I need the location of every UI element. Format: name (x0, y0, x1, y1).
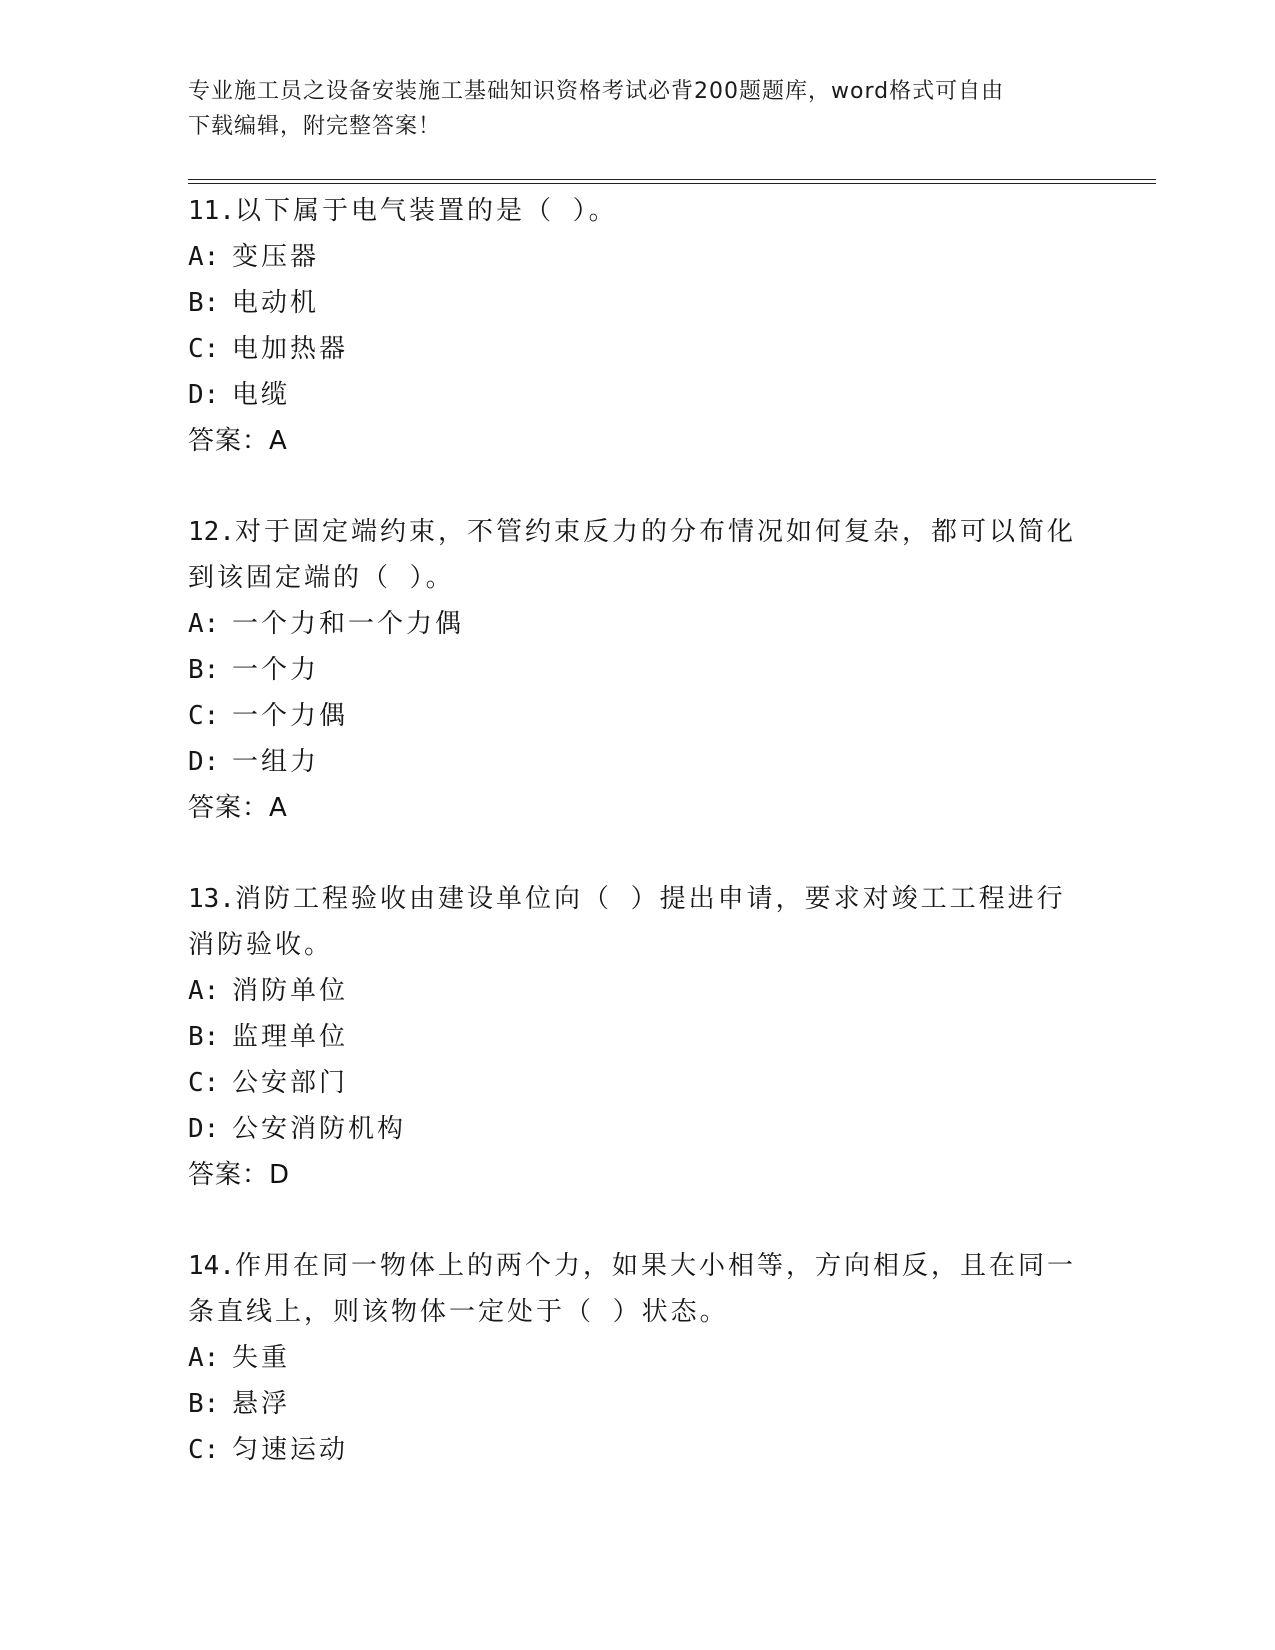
question-stem-continued: 消防验收。 (188, 930, 334, 960)
option-text: 电动机 (232, 288, 320, 318)
option-text: 电加热器 (232, 334, 349, 364)
question-11 (188, 188, 1088, 464)
option-a (188, 234, 1088, 280)
option-text: 一组力 (232, 747, 320, 777)
option-text: 电缆 (232, 380, 291, 410)
document-header (188, 74, 1068, 144)
option-a (188, 968, 1088, 1014)
question-number: 13. (188, 884, 235, 914)
option-label: B: (188, 1389, 220, 1419)
option-d (188, 739, 1088, 785)
answer-line: 答案：A (188, 793, 288, 823)
question-stem-text: 以下属于电气装置的是（ ）。 (234, 196, 618, 226)
option-label: B: (188, 1022, 220, 1052)
option-text: 一个力 (232, 655, 320, 685)
option-text: 消防单位 (232, 976, 349, 1006)
question-14 (188, 1243, 1088, 1473)
answer-line: 答案：A (188, 426, 288, 456)
header-divider-bottom (188, 183, 1156, 184)
option-text: 失重 (232, 1343, 291, 1373)
option-label: D: (188, 380, 220, 410)
question-stem (188, 188, 1068, 234)
option-label: A: (188, 242, 220, 272)
option-b (188, 280, 1088, 326)
question-stem-continued: 条直线上，则该物体一定处于（ ）状态。 (188, 1297, 729, 1327)
option-d (188, 372, 1088, 418)
option-c (188, 326, 1088, 372)
question-13 (188, 876, 1088, 1198)
option-label: C: (188, 334, 220, 364)
option-text: 公安消防机构 (232, 1114, 407, 1144)
answer-line: 答案：D (188, 1160, 291, 1190)
option-label: C: (188, 1068, 220, 1098)
option-label: D: (188, 1114, 220, 1144)
question-12 (188, 509, 1088, 831)
header-divider-top (188, 179, 1156, 180)
option-a (188, 1335, 1088, 1381)
option-text: 公安部门 (232, 1068, 349, 1098)
option-text: 悬浮 (232, 1389, 291, 1419)
option-b (188, 1381, 1088, 1427)
question-number: 14. (188, 1251, 235, 1281)
option-label: A: (188, 976, 220, 1006)
header-line-2: 下载编辑，附完整答案！ (188, 114, 442, 139)
option-text: 变压器 (232, 242, 320, 272)
option-c (188, 1060, 1088, 1106)
option-c (188, 1427, 1088, 1473)
question-list (188, 188, 1088, 1518)
option-label: A: (188, 609, 220, 639)
option-text: 一个力和一个力偶 (232, 609, 465, 639)
option-label: C: (188, 1435, 220, 1465)
question-stem-text: 作用在同一物体上的两个力，如果大小相等，方向相反，且在同一 (234, 1251, 1076, 1281)
option-label: C: (188, 701, 220, 731)
question-number: 11. (188, 196, 235, 226)
question-stem (188, 509, 1088, 555)
option-b (188, 1014, 1088, 1060)
option-a (188, 601, 1088, 647)
question-stem-text: 对于固定端约束，不管约束反力的分布情况如何复杂，都可以简化 (234, 517, 1076, 547)
question-number: 12. (188, 517, 235, 547)
question-stem-continued: 到该固定端的（ ）。 (188, 563, 455, 593)
question-stem (188, 1243, 1088, 1289)
option-c (188, 693, 1088, 739)
option-label: B: (188, 655, 220, 685)
option-label: D: (188, 747, 220, 777)
option-d (188, 1106, 1088, 1152)
header-line-1: 专业施工员之设备安装施工基础知识资格考试必背200题题库，word格式可自由 (188, 79, 1005, 104)
option-b (188, 647, 1088, 693)
option-text: 监理单位 (232, 1022, 349, 1052)
option-label: A: (188, 1343, 220, 1373)
question-stem-text: 消防工程验收由建设单位向（ ）提出申请，要求对竣工工程进行 (234, 884, 1066, 914)
option-text: 匀速运动 (232, 1435, 349, 1465)
option-text: 一个力偶 (232, 701, 349, 731)
option-label: B: (188, 288, 220, 318)
question-stem (188, 876, 1088, 922)
